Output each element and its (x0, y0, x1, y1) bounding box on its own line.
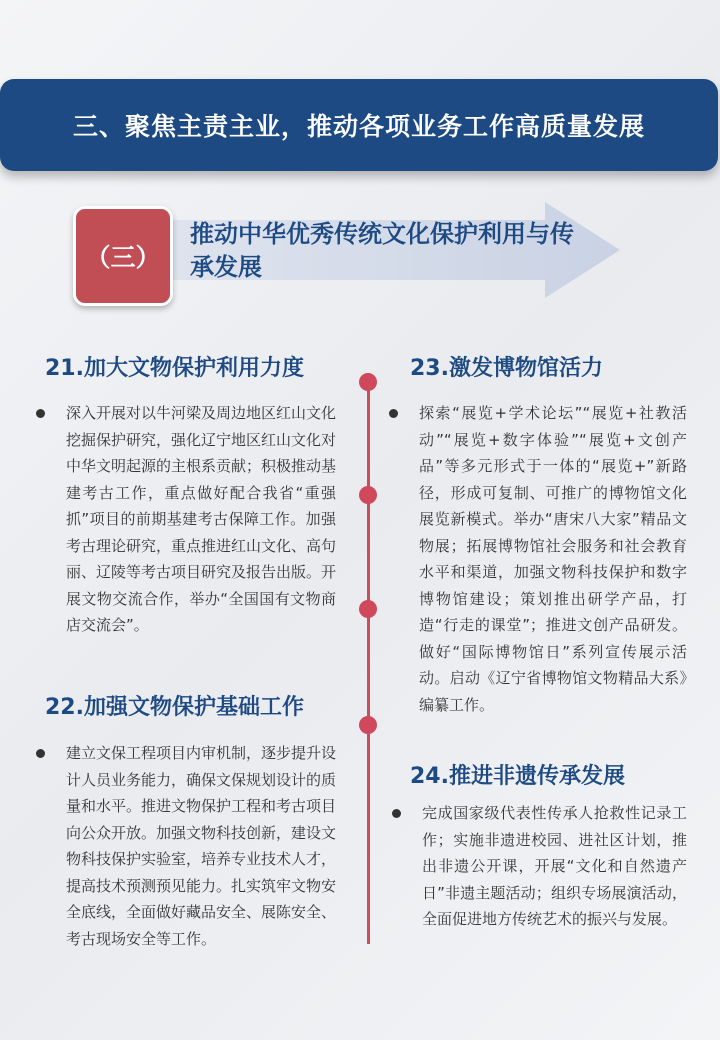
timeline-dot (359, 486, 377, 504)
bullet-icon (392, 809, 401, 818)
item-body-22: 建立文保工程项目内审机制，逐步提升设计人员业务能力，确保文保规划设计的质量和水平。推进文物保护工程和考古项目向公众开放。加强文物科技创新，建设文物科技保护实验室，培养专业技术人才，提高技术预测预见能力。扎实筑牢文物安全底线，全面做好藏品安全、展陈安全、考古现场安全等工作。 (36, 740, 336, 952)
timeline-dot (359, 600, 377, 618)
bullet-icon (36, 409, 45, 418)
timeline-dot (359, 716, 377, 734)
bullet-icon (389, 409, 398, 418)
item-body-24: 完成国家级代表性传承人抢救性记录工作；实施非遗进校园、进社区计划，推出非遗公开课，开展“文化和自然遗产日”非遗主题活动；组织专场展演活动，全面促进地方传统艺术的振兴与发展。 (392, 800, 687, 933)
item-heading-23: 23.激发博物馆活力 (410, 356, 603, 381)
item-heading-24: 24.推进非遗传承发展 (410, 764, 625, 789)
item-body-23: 探索“展览+学术论坛”“展览+社教活动”“展览+数字体验”“展览+文创产品”等多元形式于一体的“展览+”新路径，形成可复制、可推广的博物馆文化展览新模式。举办“唐宋八大家”精品文物展；拓展博物馆社会服务和社会教育水平和渠道，加强文物科技保护和数字博物馆建设；策划推出研学产品，打造“行走的课堂”；推进文创产品研发。做好“国际博物馆日”系列宣传展示活动。启动《辽宁省博物馆文物精品大系》编纂工作。 (389, 400, 687, 718)
subsection-arrow (150, 202, 620, 298)
subsection-badge: （三） (73, 206, 173, 306)
subsection-title: 推动中华优秀传统文化保护利用与传承发展 (190, 220, 574, 281)
timeline-line (367, 382, 370, 944)
banner-title: 三、聚焦主责主业，推动各项业务工作高质量发展 (72, 112, 645, 141)
section-banner (0, 79, 718, 171)
item-body-21: 深入开展对以牛河梁及周边地区红山文化挖掘保护研究，强化辽宁地区红山文化对中华文明起源的主根系贡献；积极推动基建考古工作，重点做好配合我省“重强抓”项目的前期基建考古保障工作。加强考古理论研究，重点推进红山文化、高句丽、辽陵等考古项目研究及报告出版。开展文物交流合作，举办“全国国有文物商店交流会”。 (36, 400, 336, 639)
item-heading-22: 22.加强文物保护基础工作 (45, 695, 304, 720)
item-heading-21: 21.加大文物保护利用力度 (45, 356, 304, 381)
bullet-icon (36, 749, 45, 758)
timeline-dot (359, 373, 377, 391)
